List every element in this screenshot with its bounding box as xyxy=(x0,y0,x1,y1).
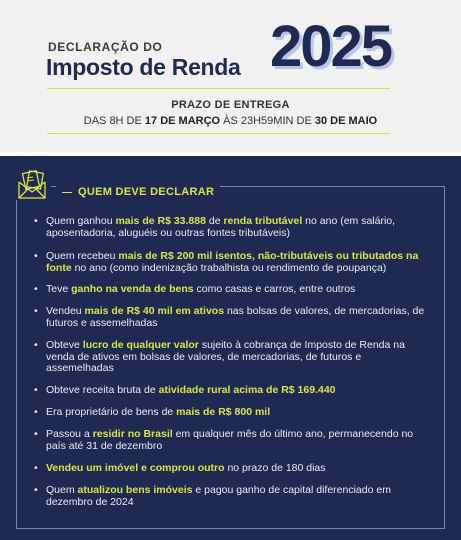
divider-top xyxy=(47,88,390,89)
item-text: Passou a xyxy=(46,428,93,440)
item-text: sujeito à cobrança de Imposto de Renda na venda de ativos em bolsas de valores, de mercadorias, de futuros e assemelhadas xyxy=(46,339,405,374)
item-text: Quem recebeu xyxy=(46,250,119,262)
highlight-text: atividade rural acima de R$ 169.440 xyxy=(158,384,336,396)
item-text: nas bolsas de valores, de mercadorias, de futuros e assemelhadas xyxy=(46,305,425,329)
item-text: em qualquer mês do último ano, permanecendo no país até 31 de dezembro xyxy=(46,428,414,452)
item-text: e pagou ganho de capital diferenciado em dezembro de 2024 xyxy=(46,484,391,508)
item-text: como casas e carros, entre outros xyxy=(193,283,356,295)
highlight-text: mais de R$ 33.888 xyxy=(115,215,206,227)
highlight-text: Vendeu um imóvel e comprou outro xyxy=(46,462,225,474)
item-text: no ano (como indenização trabalhista ou rendimento de poupança) xyxy=(71,261,387,274)
criteria-item xyxy=(34,463,426,475)
item-text: no prazo de 180 dias xyxy=(224,462,326,474)
deadline-text: DAS 8H DE xyxy=(83,115,145,127)
criteria-item xyxy=(34,429,426,452)
item-text: Quem xyxy=(46,484,78,496)
item-text: de xyxy=(205,215,224,227)
criteria-item xyxy=(34,385,426,397)
deadline-date: 30 DE MAIO xyxy=(314,115,378,127)
highlight-text: mais de R$ 40 mil em ativos xyxy=(84,305,225,317)
deadline-text: ÀS 23H59MIN DE xyxy=(220,115,315,127)
deadline-title: PRAZO DE ENTREGA xyxy=(171,99,290,111)
highlight-text: mais de R$ 800 mil xyxy=(176,406,271,418)
item-text: no ano (em salário, aposentadoria, aluguéis ou outras fontes tributáveis) xyxy=(46,215,396,239)
item-text: Obteve receita bruta de xyxy=(46,384,159,396)
documents-envelope-icon xyxy=(13,170,51,200)
criteria-item xyxy=(34,251,426,274)
criteria-item xyxy=(34,216,426,239)
item-text: Obteve xyxy=(46,339,83,351)
criteria-item xyxy=(34,284,426,296)
highlight-text: residir no Brasil xyxy=(92,428,173,440)
highlight-text: renda tributável xyxy=(223,215,303,227)
highlight-text: atualizou bens imóveis xyxy=(77,484,193,496)
item-text: Era proprietário de bens de xyxy=(46,406,177,418)
criteria-item xyxy=(34,407,426,419)
section-heading xyxy=(56,186,220,198)
criteria-item xyxy=(34,340,426,375)
deadline-date: 17 DE MARÇO xyxy=(144,115,221,127)
highlight-text: ganho na venda de bens xyxy=(71,283,194,295)
year: 2025 xyxy=(270,14,392,79)
divider-bottom xyxy=(47,133,390,134)
item-text: Vendeu xyxy=(46,305,85,317)
highlight-text: mais de R$ 200 mil isentos, não-tributáveis ou tributados na fonte xyxy=(46,250,419,274)
section-heading-text: QUEM DEVE DECLARAR xyxy=(78,186,215,198)
pre-title: DECLARAÇÃO DO xyxy=(48,40,163,54)
main-title: Imposto de Renda xyxy=(46,54,241,80)
criteria-item xyxy=(34,306,426,329)
heading-dash xyxy=(62,192,72,193)
criteria-item xyxy=(34,485,426,508)
item-text: Teve xyxy=(46,283,72,295)
item-text: Quem ganhou xyxy=(46,215,116,227)
deadline-line xyxy=(0,115,461,127)
highlight-text: lucro de qualquer valor xyxy=(82,339,199,351)
